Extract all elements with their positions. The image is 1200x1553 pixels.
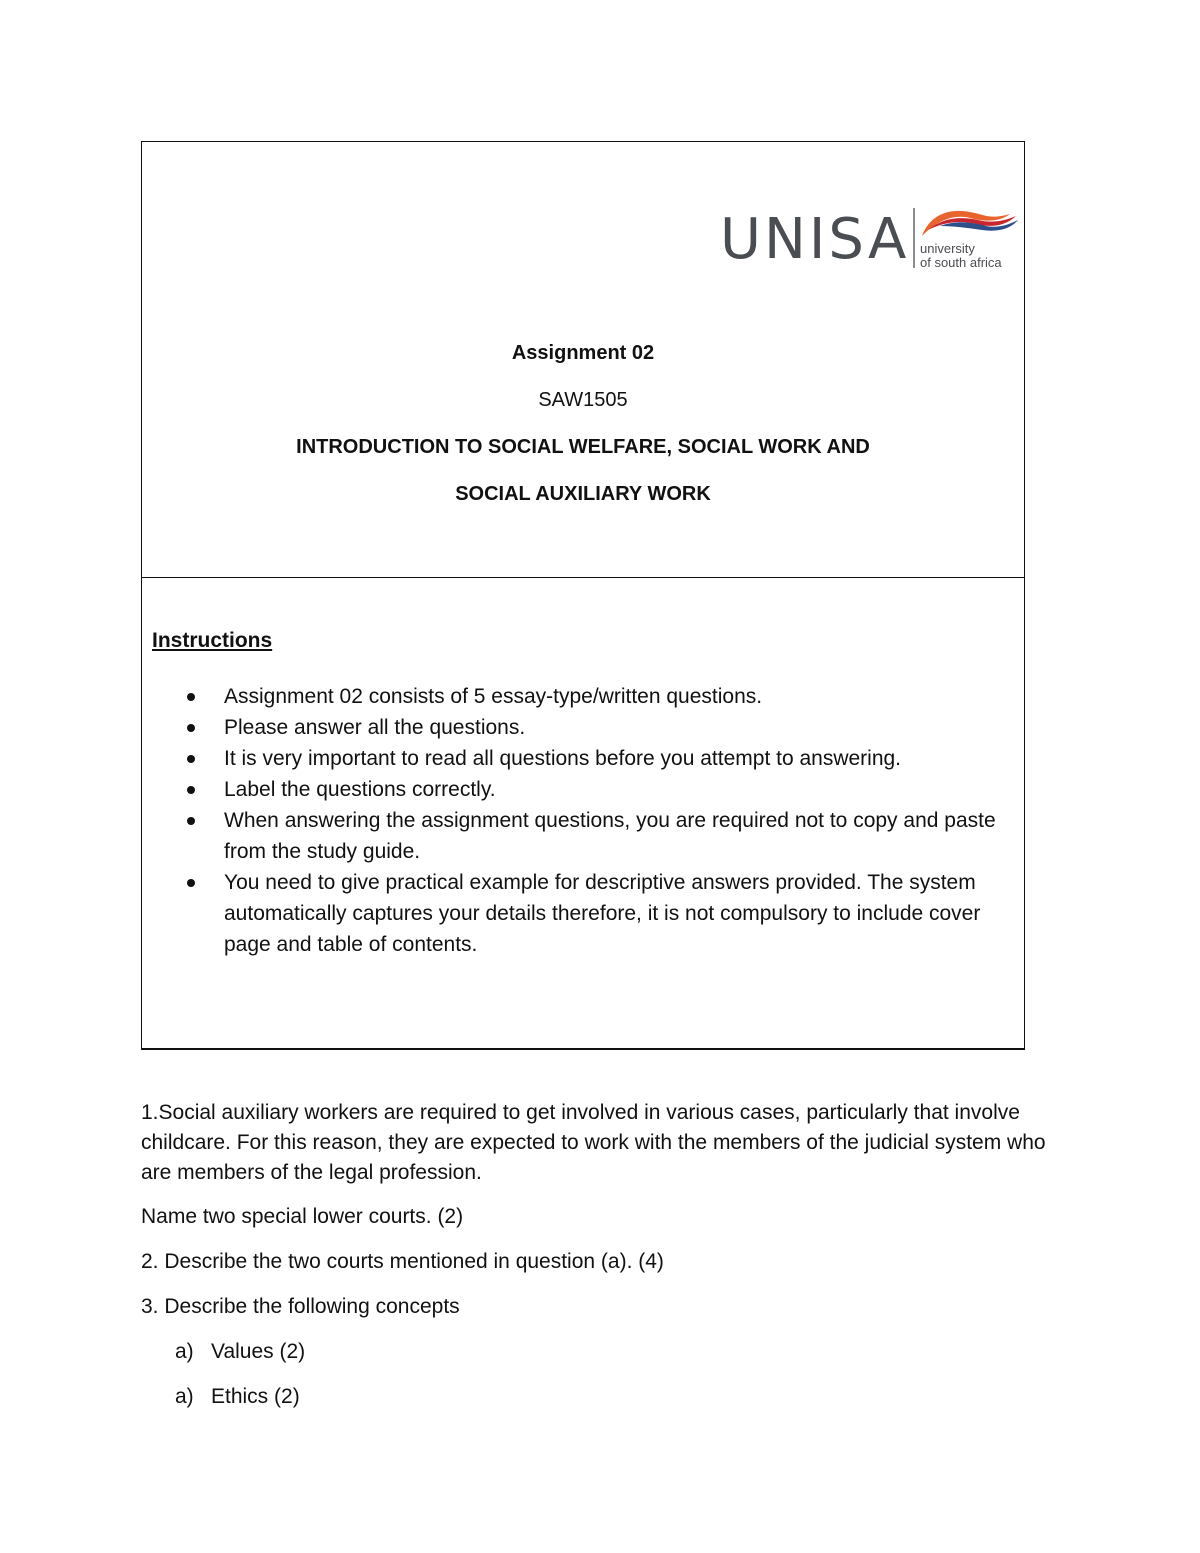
module-code: SAW1505 [538,389,628,411]
cover-header-section [142,142,1024,578]
question-2: 2. Describe the two courts mentioned in question (a). (4) [141,1250,664,1273]
item-marker: a) [175,1340,194,1363]
module-title-line2: SOCIAL AUXILIARY WORK [455,483,711,505]
list-item: It is very important to read all questions before you attempt to answering. [152,743,1022,774]
list-item: Label the questions correctly. [152,774,1022,805]
bullet-icon [187,879,195,887]
cover-box [141,141,1025,1050]
bullet-icon [187,755,195,763]
logo-divider [913,208,915,268]
logo-subtitle-line1: university [920,241,975,256]
bullet-icon [187,693,195,701]
instructions-section [152,629,1022,956]
list-item: Please answer all the questions. [152,712,1022,743]
bullet-icon [187,724,195,732]
item-text: Values (2) [211,1340,306,1363]
list-item: Assignment 02 consists of 5 essay-type/written questions. [152,681,1022,712]
list-item: When answering the assignment questions, you are required not to copy and paste from the study guide. [152,805,1022,867]
logo-subtitle-line2: of south africa [920,255,1002,270]
question-3-item-values [175,1337,305,1367]
question-3: 3. Describe the following concepts [141,1295,460,1318]
flame-icon [920,206,1020,240]
unisa-logo [720,204,1020,274]
assignment-title: Assignment 02 [511,342,655,364]
module-title-line1: INTRODUCTION TO SOCIAL WELFARE, SOCIAL WORK AND [296,436,870,458]
question-1-intro: 1.Social auxiliary workers are required to get involved in various cases, particularly that involve childcare. For this reason, they are expected to work with the members of the judicial system who are members of the legal profession. [141,1101,1046,1184]
instructions-list [152,681,1022,960]
bullet-icon [187,817,195,825]
item-marker: a) [175,1385,194,1408]
bullet-icon [187,786,195,794]
list-item: You need to give practical example for descriptive answers provided. The system automatically captures your details therefore, it is not compulsory to include cover page and table of contents. [152,867,1022,960]
question-1: Name two special lower courts. (2) [141,1205,464,1228]
item-text: Ethics (2) [211,1385,300,1408]
question-3-item-ethics [175,1382,300,1412]
logo-wordmark: UNISA [720,207,910,272]
instructions-heading: Instructions [152,629,273,652]
